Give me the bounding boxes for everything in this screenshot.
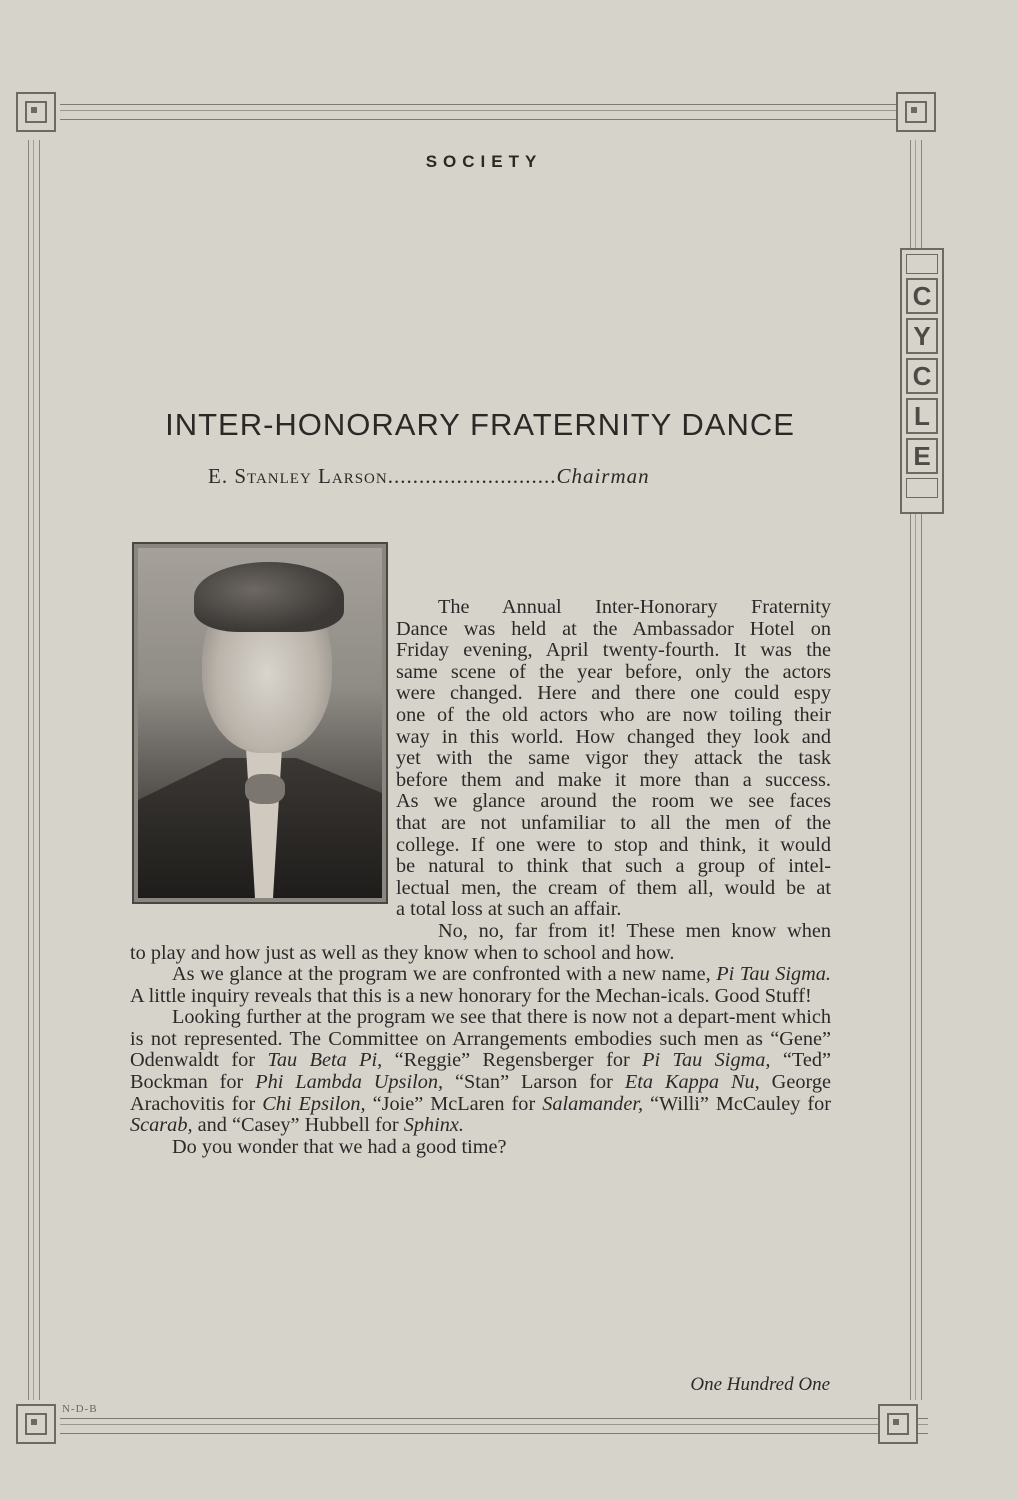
monogram: N-D-B — [62, 1403, 98, 1415]
body-line: a total loss at such an affair. — [396, 898, 622, 921]
body-line: be natural to think that such a group of intel- — [396, 855, 831, 878]
corner-ornament-top-left — [16, 92, 56, 132]
body-line: way in this world. How changed they look and — [396, 725, 831, 748]
body-line: before them and make it more than a success. — [396, 768, 831, 791]
body-line: were changed. Here and there one could espy — [396, 682, 831, 705]
right-border-lower — [910, 510, 922, 1400]
side-tab-letter: C — [906, 358, 938, 394]
body-line: same scene of the year before, only the actors — [396, 660, 831, 683]
chairman-leader: ........................... — [387, 464, 557, 488]
chairman-role: Chairman — [556, 464, 650, 488]
side-tab-letter: C — [906, 278, 938, 314]
closing-line: Do you wonder that we had a good time? — [172, 1135, 507, 1158]
side-tab-letter: L — [906, 398, 938, 434]
bottom-border — [60, 1418, 928, 1434]
left-border — [28, 140, 40, 1400]
chairman-line — [208, 464, 650, 489]
chairman-name: E. Stanley Larson — [208, 464, 388, 488]
side-tab — [900, 248, 944, 514]
body-line: No, no, far from it! These men know when — [438, 919, 831, 942]
paragraph-pi-tau-sigma: As we glance at the program we are confronted with a new name, Pi Tau Sigma. A little inquiry reveals that this is a new honorary for the Mechan-icals. Good Stuff! — [130, 963, 831, 1007]
body-line: that are not unfamiliar to all the men of the — [396, 811, 831, 834]
body-line: The Annual Inter-Honorary Fraternity — [438, 596, 831, 618]
section-heading: SOCIETY — [425, 152, 543, 171]
page-number: One Hundred One — [690, 1374, 830, 1395]
body-line: yet with the same vigor they attack the task — [396, 747, 831, 770]
paragraph-committee: Looking further at the program we see that there is now not a depart-ment which is not represented. The Committee on Arrangements embodies such men as “Gene” Odenwaldt for Tau Beta Pi, “Reggie” Regensberger for Pi Tau Sigma, “Ted” Bockman for Phi Lambda Upsilon, “Stan” Larson for Eta Kappa Nu, George Arachovitis for Chi Epsilon, “Joie” McLaren for Salamander, “Willi” McCauley for Scarab, and “Casey” Hubbell for Sphinx. — [130, 1006, 831, 1137]
side-tab-ornament — [906, 478, 938, 498]
side-tab-ornament — [906, 254, 938, 274]
top-border — [60, 104, 928, 120]
body-line: college. If one were to stop and think, it would — [396, 833, 831, 856]
side-tab-letter: E — [906, 438, 938, 474]
corner-ornament-top-right — [896, 92, 936, 132]
body-line: lectual men, the cream of them all, would be at — [396, 876, 831, 899]
body-line: one of the old actors who are now toiling their — [396, 703, 831, 726]
article-body — [130, 597, 831, 1158]
corner-ornament-bottom-right — [878, 1404, 918, 1444]
side-tab-letter: Y — [906, 318, 938, 354]
body-line: to play and how just as well as they know when to school and how. — [130, 941, 675, 964]
body-line: Dance was held at the Ambassador Hotel on — [396, 617, 831, 640]
body-line: Friday evening, April twenty-fourth. It was the — [396, 639, 831, 662]
body-line: As we glance around the room we see faces — [396, 790, 831, 813]
article-title: INTER-HONORARY FRATERNITY DANCE — [165, 407, 795, 442]
corner-ornament-bottom-left — [16, 1404, 56, 1444]
